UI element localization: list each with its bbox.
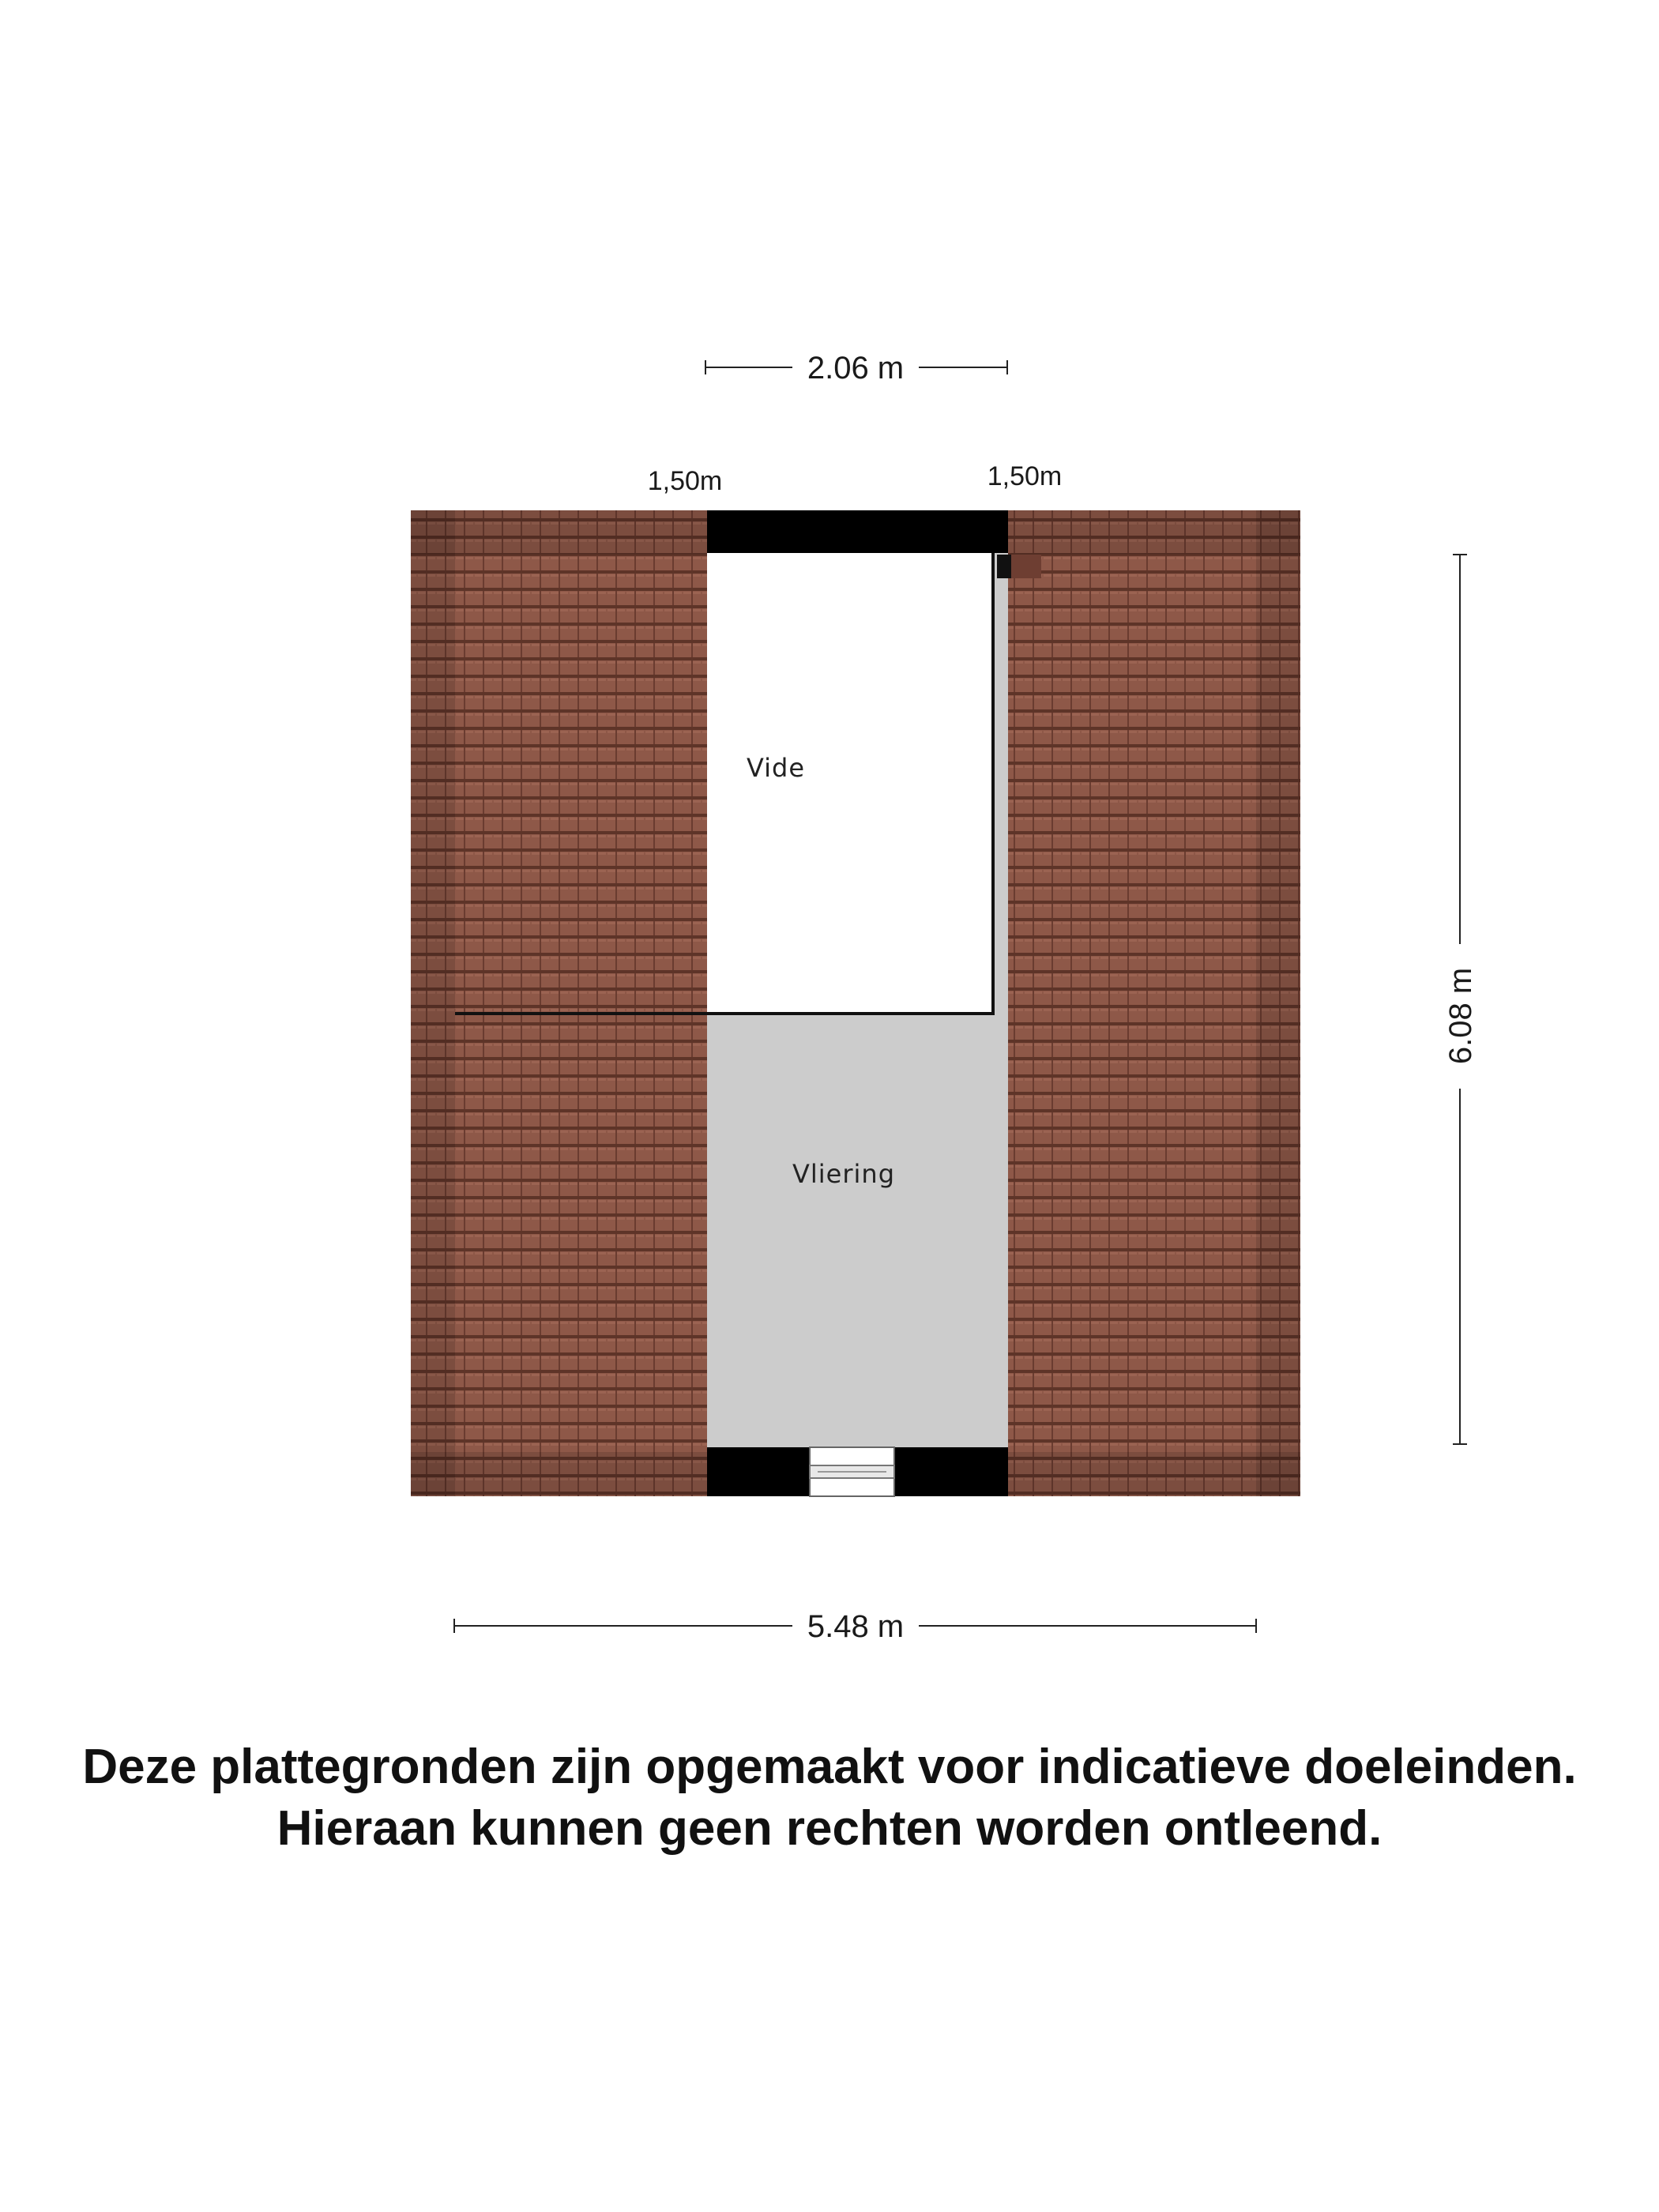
window — [810, 1447, 894, 1496]
disclaimer-line-1: Deze plattegronden zijn opgemaakt voor indicatieve doeleinden. — [82, 1740, 1577, 1794]
disclaimer-line-2: Hieraan kunnen geen rechten worden ontleend. — [276, 1801, 1382, 1856]
room-label-vliering: Vliering — [792, 1159, 895, 1189]
dimension-top — [705, 351, 1007, 386]
dimension-right — [1443, 555, 1478, 1444]
room-label-vide: Vide — [746, 753, 806, 783]
dimension-right-label: 6.08 m — [1443, 967, 1478, 1065]
dimension-bottom-label: 5.48 m — [807, 1609, 905, 1644]
dimension-top-label: 2.06 m — [807, 351, 905, 386]
pitch-label-right: 1,50m — [987, 461, 1063, 491]
vide-opening — [707, 553, 993, 1014]
disclaimer — [0, 1736, 1659, 1860]
top-wall — [707, 510, 1008, 553]
left-roof — [411, 510, 707, 1496]
right-roof — [1008, 510, 1300, 1496]
pitch-label-left: 1,50m — [647, 466, 723, 496]
dimension-bottom — [454, 1609, 1256, 1644]
chimney — [997, 555, 1041, 578]
